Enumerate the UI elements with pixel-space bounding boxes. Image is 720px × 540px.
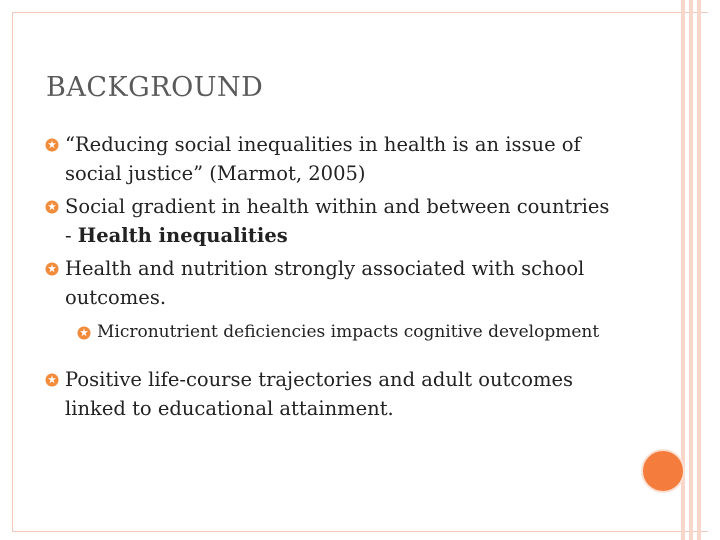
- flower-bullet-icon: [45, 138, 59, 152]
- bullet-text: Social gradient in health within and between countries -: [65, 195, 610, 247]
- flower-bullet-icon: [77, 326, 91, 340]
- bullet-text: Positive life-course trajectories and adult outcomes linked to educational attainment.: [65, 368, 574, 420]
- bullet-text: “Reducing social inequalities in health is an issue of social justice” (Marmot, 2005): [65, 133, 581, 185]
- bullet-text: Micronutrient deficiencies impacts cognitive development: [97, 322, 600, 342]
- orange-circle-decoration: [641, 449, 685, 493]
- bullet-item: [45, 365, 615, 423]
- flower-bullet-icon: [45, 262, 59, 276]
- right-border-stripe: [689, 0, 693, 540]
- slide-title: BACKGROUND: [46, 72, 264, 103]
- bullet-item: [45, 254, 615, 312]
- flower-bullet-icon: [45, 200, 59, 214]
- flower-bullet-icon: [45, 373, 59, 387]
- bullet-item: [45, 130, 615, 188]
- sub-bullet-item: [77, 320, 615, 345]
- bullet-bold-text: Health inequalities: [77, 224, 288, 247]
- bullet-list: [45, 130, 615, 427]
- bullet-item: [45, 192, 615, 250]
- right-border-stripe: [697, 0, 701, 540]
- bullet-text: Health and nutrition strongly associated with school outcomes.: [65, 257, 585, 309]
